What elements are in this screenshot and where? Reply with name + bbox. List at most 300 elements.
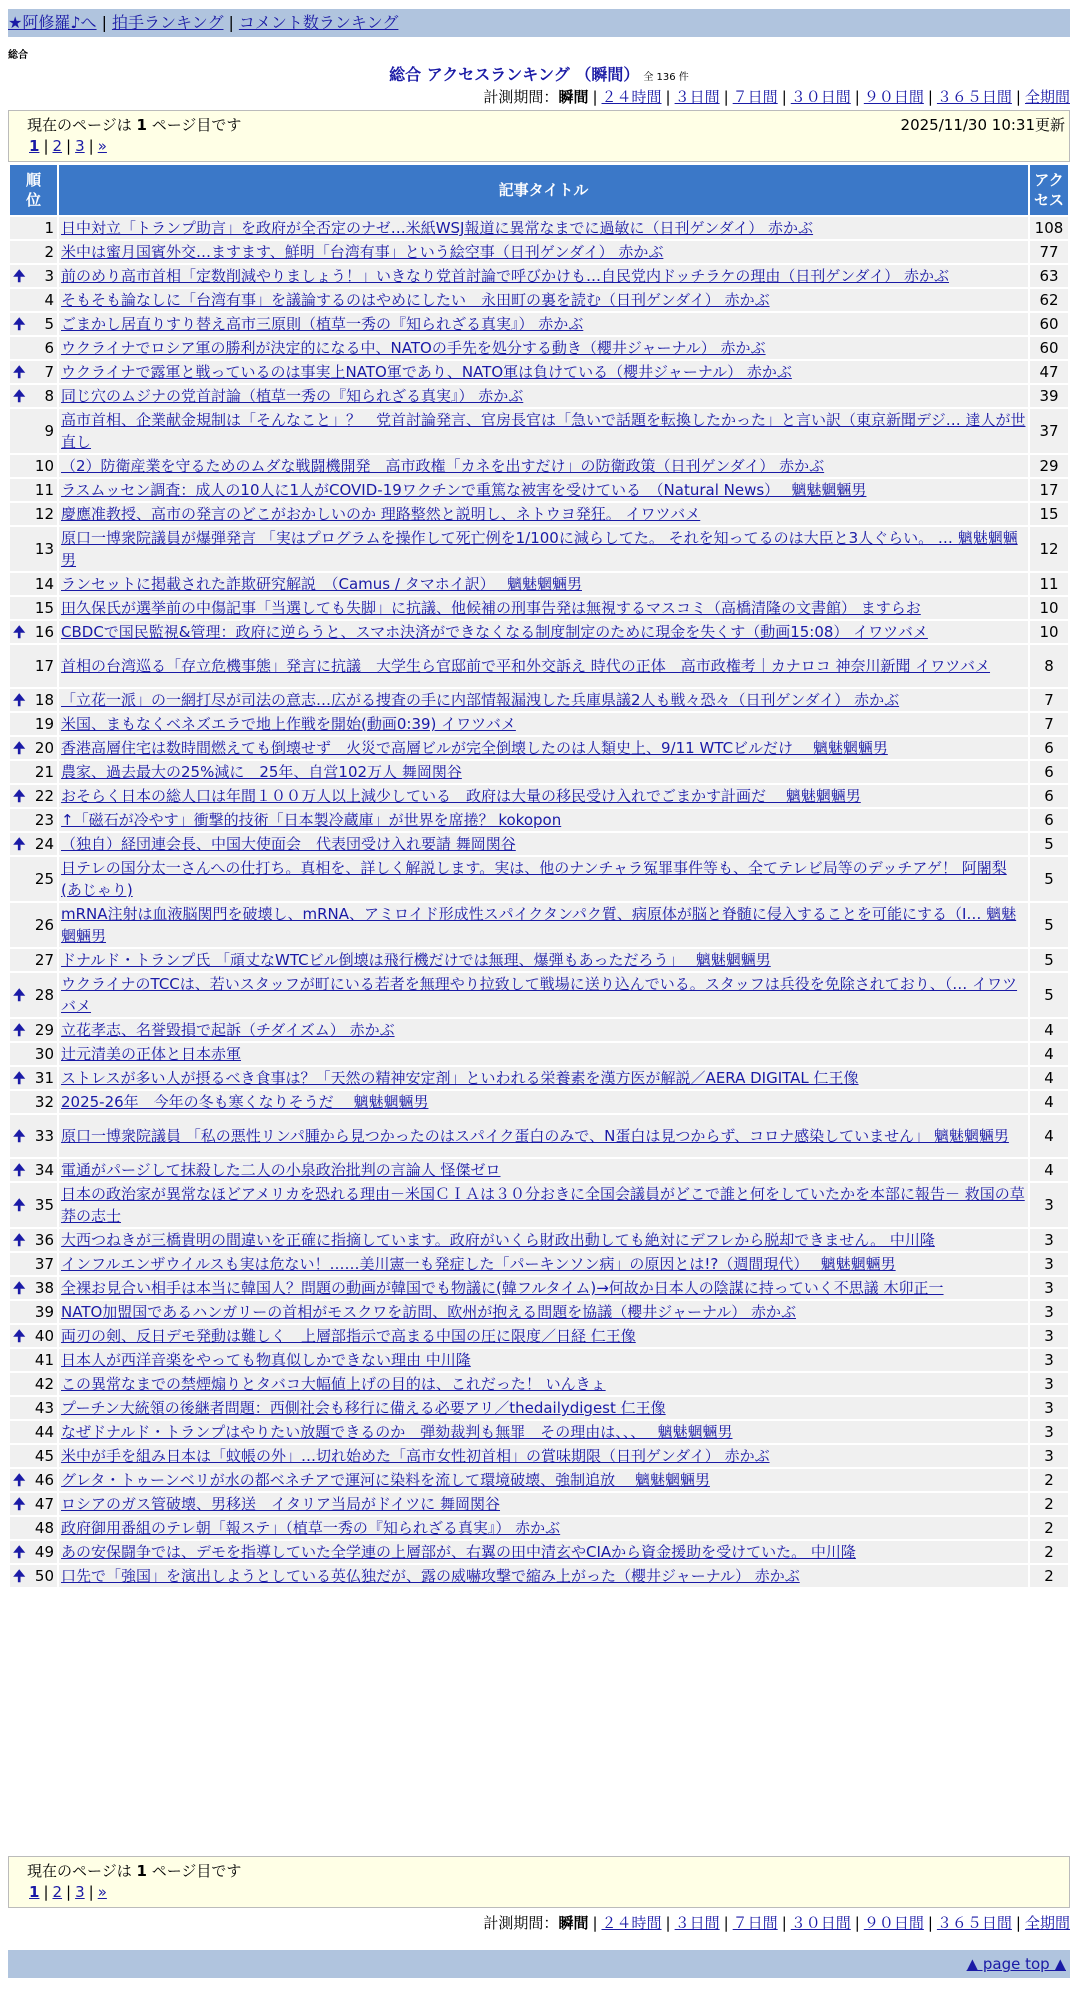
article-title-link[interactable]: 香港高層住宅は数時間燃えても倒壊せず 火災で高層ビルが完全倒壊したのは人類史上、9/11 WTCビルだけ 魑魅魍魎男 (61, 739, 888, 757)
rank-cell (10, 645, 57, 687)
article-title-link[interactable]: （独自）経団連会長、中国大使面会 代表団受け入れ要請 舞岡関谷 (61, 835, 516, 853)
article-title-link[interactable]: プーチン大統領の後継者問題：西側社会も移行に備える必要アリ／thedailydigest 仁王像 (61, 1399, 666, 1417)
table-row (10, 503, 1068, 525)
period-current: 瞬間 (558, 88, 589, 106)
footer-bar (8, 1950, 1070, 1978)
access-count: 8 (1030, 645, 1068, 687)
page-top-link[interactable]: ▲ page top ▲ (966, 1955, 1066, 1973)
period-link[interactable]: ９０日間 (863, 88, 924, 106)
access-count: 6 (1030, 761, 1068, 783)
rank-number: 3 (44, 267, 54, 285)
pagination-link[interactable]: 1 (29, 137, 40, 155)
title-cell (59, 217, 1028, 239)
table-row (10, 573, 1068, 595)
article-title-link[interactable]: 口先で「強国」を演出しようとしている英仏独だが、露の威嚇攻撃で縮み上がった（櫻井ジャーナル） 赤かぶ (61, 1567, 800, 1585)
period-separator: | (665, 1914, 671, 1932)
article-title-link[interactable]: 日テレの国分太一さんへの仕打ち。真相を、詳しく解説します。実は、他のナンチャラ冤罪事件等も、全てテレビ局等のデッチアゲ！ 阿闍梨(あじゃり) (61, 859, 1007, 899)
period-current: 瞬間 (558, 1914, 589, 1932)
pagination-link[interactable]: 1 (29, 1883, 40, 1901)
table-row (10, 1421, 1068, 1443)
rank-number: 19 (34, 715, 54, 733)
article-title-link[interactable]: 米国、まもなくベネズエラで地上作戦を開始(動画0:39) イワツバメ (61, 715, 516, 733)
access-count: 4 (1030, 1043, 1068, 1065)
rank-number: 26 (34, 916, 54, 934)
article-title-link[interactable]: 田久保氏が選挙前の中傷記事「当選しても失脚」に抗議、他候補の刑事告発は無視するマスコミ（高橋清隆の文書館） ますらお (61, 599, 921, 617)
rank-cell (10, 809, 57, 831)
article-title-link[interactable]: おそらく日本の総人口は年間１００万人以上減少している 政府は大量の移民受け入れでごまかす計画だ 魑魅魍魎男 (61, 787, 861, 805)
period-link[interactable]: ２４時間 (601, 88, 662, 106)
access-count: 37 (1030, 409, 1068, 453)
rank-number: 20 (34, 739, 54, 757)
period-link[interactable]: 全期間 (1024, 88, 1070, 106)
title-cell (59, 1091, 1028, 1113)
table-row (10, 527, 1068, 571)
article-title-link[interactable]: 高市首相、企業献金規制は「そんなこと」？ 党首討論発言、官房長官は「急いで話題を転換したかった」と言い訳（東京新聞デジ… 達人が世直し (61, 411, 1026, 451)
rank-number: 17 (34, 657, 54, 675)
rank-cell (10, 1091, 57, 1113)
table-row (10, 1091, 1068, 1113)
title-cell (59, 573, 1028, 595)
table-row (10, 903, 1068, 947)
rank-cell (10, 409, 57, 453)
article-title-link[interactable]: 日中対立「トランプ助言」を政府が全否定のナゼ…米紙WSJ報道に異常なまでに過敏に（日刊ゲンダイ） 赤かぶ (61, 219, 814, 237)
rank-cell (10, 713, 57, 735)
period-separator: | (665, 88, 671, 106)
rank-up-arrow-icon: 🠉 (13, 267, 26, 285)
article-title-link[interactable]: インフルエンザウイルスも実は危ない！……美川憲一も発症した「パーキンソン病」の原因とは!?（週間現代） 魑魅魍魎男 (61, 1255, 896, 1273)
table-row (10, 479, 1068, 501)
title-cell (59, 1301, 1028, 1323)
title-cell (59, 713, 1028, 735)
access-count: 6 (1030, 785, 1068, 807)
page-info-top (8, 110, 1070, 162)
rank-number: 39 (34, 1303, 54, 1321)
rank-number: 1 (44, 219, 54, 237)
access-count: 3 (1030, 1445, 1068, 1467)
table-row (10, 313, 1068, 335)
table-row (10, 241, 1068, 263)
article-title-link[interactable]: そもそも論なしに「台湾有事」を議論するのはやめにしたい 永田町の裏を読む（日刊ゲンダイ） 赤かぶ (61, 291, 770, 309)
rank-number: 35 (34, 1196, 54, 1214)
title-cell (59, 1253, 1028, 1275)
period-link[interactable]: ９０日間 (863, 1914, 924, 1932)
article-title-link[interactable]: 電通がパージして抹殺した二人の小泉政治批判の言論人 怪傑ゼロ (61, 1161, 501, 1179)
rank-up-arrow-icon: 🠉 (13, 1279, 26, 1297)
title-cell (59, 1517, 1028, 1539)
access-count: 2 (1030, 1469, 1068, 1491)
table-row (10, 973, 1068, 1017)
period-link[interactable]: ３０日間 (790, 88, 851, 106)
category-tag: 総合 (8, 50, 28, 61)
rank-cell (10, 785, 57, 807)
rank-cell (10, 1493, 57, 1515)
table-row (10, 385, 1068, 407)
title-cell (59, 1565, 1028, 1587)
title-cell (59, 313, 1028, 335)
article-title-link[interactable]: 同じ穴のムジナの党首討論（植草一秀の『知られざる真実』） 赤かぶ (61, 387, 524, 405)
period-separator: | (781, 88, 787, 106)
article-title-link[interactable]: 原口一博衆院議員 「私の悪性リンパ腫から見つかったのはスパイク蛋白のみで、N蛋白は見つからず、コロナ感染していません」 魑魅魍魎男 (61, 1127, 1009, 1145)
table-row (10, 1229, 1068, 1251)
rank-up-arrow-icon: 🠉 (13, 691, 26, 709)
nav-separator: | (101, 13, 107, 32)
title-cell (59, 1325, 1028, 1347)
rank-cell (10, 1469, 57, 1491)
rank-up-arrow-icon: 🠉 (13, 787, 26, 805)
access-count: 7 (1030, 713, 1068, 735)
pagination-separator: | (66, 137, 72, 155)
rank-number: 4 (44, 291, 54, 309)
title-cell (59, 1445, 1028, 1467)
article-title-link[interactable]: ドナルド・トランプ氏 「頑丈なWTCビル倒壊は飛行機だけでは無理、爆弾もあっただろう」 魑魅魍魎男 (61, 951, 771, 969)
current-page-suffix: ページ目です (146, 1862, 242, 1880)
article-title-link[interactable]: 全裸お見合い相手は本当に韓国人？問題の動画が韓国でも物議に(韓フルタイム)→何故か日本人の陰謀に持っていく不思議 木卯正一 (61, 1279, 944, 1297)
rank-number: 24 (34, 835, 54, 853)
rank-number: 30 (34, 1045, 54, 1063)
article-title-link[interactable]: 米中が手を組み日本は「蚊帳の外」…切れ始めた「高市女性初首相」の賞味期限（日刊ゲンダイ） 赤かぶ (61, 1447, 770, 1465)
article-title-link[interactable]: （2）防衛産業を守るためのムダな戦闘機開発 高市政権「カネを出すだけ」の防衛政策（日刊ゲンダイ） 赤かぶ (61, 457, 825, 475)
rank-number: 14 (34, 575, 54, 593)
access-count: 60 (1030, 313, 1068, 335)
title-cell (59, 1397, 1028, 1419)
article-title-link[interactable]: NATO加盟国であるハンガリーの首相がモスクワを訪問、欧州が抱える問題を協議（櫻井ジャーナル） 赤かぶ (61, 1303, 797, 1321)
rank-up-arrow-icon: 🠉 (13, 1471, 26, 1489)
title-cell (59, 503, 1028, 525)
access-count: 3 (1030, 1349, 1068, 1371)
rank-cell (10, 479, 57, 501)
rank-cell (10, 1115, 57, 1157)
article-title-link[interactable]: あの安保闘争では、デモを指導していた全学連の上層部が、右翼の田中清玄やCIAから資金援助を受けていた。 中川隆 (61, 1543, 856, 1561)
title-cell (59, 833, 1028, 855)
article-title-link[interactable]: mRNA注射は血液脳関門を破壊し、mRNA、アミロイド形成性スパイクタンパク質、病原体が脳と脊髄に侵入することを可能にする（I… 魑魅魍魎男 (61, 905, 1017, 945)
access-count: 4 (1030, 1067, 1068, 1089)
title-cell (59, 527, 1028, 571)
table-row (10, 1373, 1068, 1395)
period-link[interactable]: ３０日間 (790, 1914, 851, 1932)
table-row (10, 1301, 1068, 1323)
access-count: 5 (1030, 833, 1068, 855)
table-row (10, 361, 1068, 383)
rank-cell (10, 1421, 57, 1443)
access-count: 3 (1030, 1301, 1068, 1323)
access-count: 17 (1030, 479, 1068, 501)
rank-number: 36 (34, 1231, 54, 1249)
nav-clap-ranking-link[interactable]: 拍手ランキング (111, 13, 224, 32)
period-link[interactable]: ７日間 (732, 1914, 778, 1932)
title-cell (59, 689, 1028, 711)
rank-cell (10, 689, 57, 711)
pagination-link[interactable]: » (97, 1883, 107, 1901)
rank-cell (10, 217, 57, 239)
access-count: 3 (1030, 1373, 1068, 1395)
rank-cell (10, 1183, 57, 1227)
access-count: 3 (1030, 1253, 1068, 1275)
table-row (10, 1159, 1068, 1181)
rank-number: 9 (44, 422, 54, 440)
rank-number: 23 (34, 811, 54, 829)
article-title-link[interactable]: 両刃の剣、反日デモ発動は難しく 上層部指示で高まる中国の圧に限度／日経 仁王像 (61, 1327, 636, 1345)
article-title-link[interactable]: 「立花一派」の一網打尽が司法の意志…広がる捜査の手に内部情報漏洩した兵庫県議2人も戦々恐々（日刊ゲンダイ） 赤かぶ (61, 691, 900, 709)
article-title-link[interactable]: 前のめり高市首相「定数削減やりましょう！」いきなり党首討論で呼びかけも…自民党内ドッチラケの理由（日刊ゲンダイ） 赤かぶ (61, 267, 949, 285)
table-row (10, 1019, 1068, 1041)
rank-cell (10, 241, 57, 263)
rank-up-arrow-icon: 🠉 (13, 1543, 26, 1561)
access-count: 4 (1030, 1091, 1068, 1113)
access-count: 108 (1030, 217, 1068, 239)
rank-cell (10, 1445, 57, 1467)
table-row (10, 1565, 1068, 1587)
rank-cell (10, 1373, 57, 1395)
total-count: 全 136 件 (643, 72, 689, 83)
access-count: 2 (1030, 1541, 1068, 1563)
pagination (29, 1883, 107, 1901)
rank-number: 40 (34, 1327, 54, 1345)
article-title-link[interactable]: ランセットに掲載された詐欺研究解説 （Camus / タマホイ訳） 魑魅魍魎男 (61, 575, 582, 593)
rank-number: 48 (34, 1519, 54, 1537)
pagination-separator: | (88, 137, 94, 155)
updated-timestamp: 2025/11/30 10:31更新 (900, 116, 1065, 134)
nav-separator: | (228, 13, 234, 32)
article-title-link[interactable]: 大西つねきが三橋貴明の間違いを正確に指摘しています。政府がいくら財政出動しても絶対にデフレから脱却できません。 中川隆 (61, 1231, 935, 1249)
access-count: 10 (1030, 621, 1068, 643)
access-count: 6 (1030, 809, 1068, 831)
access-count: 12 (1030, 527, 1068, 571)
pagination-link[interactable]: 3 (75, 137, 85, 155)
article-title-link[interactable]: ロシアのガス管破壊、男移送 イタリア当局がドイツに 舞岡関谷 (61, 1495, 501, 1513)
title-cell (59, 809, 1028, 831)
title-cell (59, 1229, 1028, 1251)
table-row (10, 713, 1068, 735)
pagination-separator: | (88, 1883, 94, 1901)
access-count: 3 (1030, 1421, 1068, 1443)
title-cell (59, 1115, 1028, 1157)
article-title-link[interactable]: 原口一博衆院議員が爆弾発言 「実はプログラムを操作して死亡例を1/100に減らしてた。 それを知ってるのは大臣と3人ぐらい。 … 魑魅魍魎男 (61, 529, 1018, 569)
title-cell (59, 597, 1028, 619)
article-title-link[interactable]: グレタ・トゥーンベリが水の都ベネチアで運河に染料を流して環境破壊、強制追放 魑魅魍魎男 (61, 1471, 710, 1489)
article-title-link[interactable]: ↑「磁石が冷やす」衝撃的技術「日本製冷蔵庫」が世界を席捲？ kokopon (61, 811, 562, 829)
rank-number: 21 (34, 763, 54, 781)
rank-cell (10, 737, 57, 759)
table-row (10, 1277, 1068, 1299)
article-title-link[interactable]: ごまかし居直りすり替え高市三原則（植草一秀の『知られざる真実』） 赤かぶ (61, 315, 584, 333)
rank-cell (10, 833, 57, 855)
rank-number: 31 (34, 1069, 54, 1087)
rank-number: 7 (44, 363, 54, 381)
period-link[interactable]: ３日間 (674, 88, 720, 106)
access-count: 5 (1030, 903, 1068, 947)
table-row (10, 689, 1068, 711)
current-page-suffix: ページ目です (146, 116, 242, 134)
period-selector-top (483, 86, 1070, 107)
title-cell (59, 337, 1028, 359)
title-cell (59, 241, 1028, 263)
article-title-link[interactable]: ウクライナでロシア軍の勝利が決定的になる中、NATOの手先を処分する動き（櫻井ジャーナル） 赤かぶ (61, 339, 766, 357)
article-title-link[interactable]: 慶應准教授、高市の発言のどこがおかしいのか 理路整然と説明し、ネトウヨ発狂。 イワツバメ (61, 505, 701, 523)
rank-cell (10, 761, 57, 783)
period-separator: | (854, 88, 860, 106)
period-separator: | (1015, 1914, 1021, 1932)
access-count: 5 (1030, 973, 1068, 1017)
rank-up-arrow-icon: 🠉 (13, 1196, 26, 1214)
rank-up-arrow-icon: 🠉 (13, 387, 26, 405)
article-title-link[interactable]: 立花孝志、名誉毀損で起訴（チダイズム） 赤かぶ (61, 1021, 395, 1039)
pagination-link[interactable]: 2 (52, 137, 63, 155)
rank-up-arrow-icon: 🠉 (13, 835, 26, 853)
rank-cell (10, 1397, 57, 1419)
period-link[interactable]: ３日間 (674, 1914, 720, 1932)
period-link[interactable]: ３６５日間 (936, 1914, 1012, 1932)
rank-up-arrow-icon: 🠉 (13, 315, 26, 333)
rank-number: 25 (34, 870, 54, 888)
rank-cell (10, 1019, 57, 1041)
period-link[interactable]: ２４時間 (601, 1914, 662, 1932)
table-row (10, 265, 1068, 287)
article-title-link[interactable]: 日本人が西洋音楽をやっても物真似しかできない理由 中川隆 (61, 1351, 471, 1369)
rank-up-arrow-icon: 🠉 (13, 1327, 26, 1345)
table-row (10, 1115, 1068, 1157)
rank-cell (10, 289, 57, 311)
access-count: 3 (1030, 1229, 1068, 1251)
rank-number: 44 (34, 1423, 54, 1441)
pagination-separator: | (43, 137, 49, 155)
title-cell (59, 1183, 1028, 1227)
title-cell (59, 1043, 1028, 1065)
rank-number: 15 (34, 599, 54, 617)
article-title-link[interactable]: 首相の台湾巡る「存立危機事態」発言に抗議 大学生ら官邸前で平和外交訴え 時代の正体 高市政権考｜カナロコ 神奈川新聞 イワツバメ (61, 657, 991, 675)
table-row (10, 1349, 1068, 1371)
access-count: 4 (1030, 1019, 1068, 1041)
title-cell (59, 1067, 1028, 1089)
title-cell (59, 1493, 1028, 1515)
table-row (10, 1469, 1068, 1491)
title-cell (59, 1421, 1028, 1443)
rank-number: 33 (34, 1127, 54, 1145)
rank-up-arrow-icon: 🠉 (13, 1127, 26, 1145)
title-cell (59, 761, 1028, 783)
rank-cell (10, 857, 57, 901)
rank-up-arrow-icon: 🠉 (13, 623, 26, 641)
current-page-prefix: 現在のページは (27, 116, 137, 134)
access-count: 6 (1030, 737, 1068, 759)
rank-number: 47 (34, 1495, 54, 1513)
rank-cell (10, 455, 57, 477)
article-title-link[interactable]: 日本の政治家が異常なほどアメリカを恐れる理由－米国ＣＩＡは３０分おきに全国会議員がどこで誰と何をしていたかを本部に報告－ 救国の草莽の志士 (61, 1185, 1025, 1225)
table-row (10, 1493, 1068, 1515)
article-title-link[interactable]: ストレスが多い人が摂るべき食事は？「天然の精神安定剤」といわれる栄養素を漢方医が解説／AERA DIGITAL 仁王像 (61, 1069, 859, 1087)
article-title-link[interactable]: ウクライナで露軍と戦っているのは事実上NATO軍であり、NATO軍は負けている（櫻井ジャーナル） 赤かぶ (61, 363, 792, 381)
table-row (10, 621, 1068, 643)
rank-up-arrow-icon: 🠉 (13, 1161, 26, 1179)
article-title-link[interactable]: ラスムッセン調査：成人の10人に1人がCOVID-19ワクチンで重篤な被害を受けている （Natural News） 魑魅魍魎男 (61, 481, 867, 499)
rank-up-arrow-icon: 🠉 (13, 1069, 26, 1087)
table-row (10, 645, 1068, 687)
rank-number: 13 (34, 540, 54, 558)
table-row (10, 1397, 1068, 1419)
access-count: 47 (1030, 361, 1068, 383)
col-access-header: アク セス (1030, 165, 1068, 215)
rank-number: 11 (34, 481, 54, 499)
rank-number: 27 (34, 951, 54, 969)
nav-comment-ranking-link[interactable]: コメント数ランキング (238, 13, 399, 32)
rank-number: 46 (34, 1471, 54, 1489)
access-count: 3 (1030, 1397, 1068, 1419)
title-cell (59, 645, 1028, 687)
title-cell (59, 1349, 1028, 1371)
access-count: 39 (1030, 385, 1068, 407)
article-title-link[interactable]: 政府御用番組のテレ朝「報ステ」（植草一秀の『知られざる真実』） 赤かぶ (61, 1519, 561, 1537)
rank-number: 29 (34, 1021, 54, 1039)
period-separator: | (927, 1914, 933, 1932)
pagination-link[interactable]: 3 (75, 1883, 85, 1901)
title-cell (59, 1373, 1028, 1395)
article-title-link[interactable]: なぜドナルド・トランプはやりたい放題できるのか 弾劾裁判も無罪 その理由は、、、 魑魅魍魎男 (61, 1423, 733, 1441)
rank-up-arrow-icon: 🠉 (13, 1495, 26, 1513)
table-row (10, 337, 1068, 359)
article-title-link[interactable]: 農家、過去最大の25%減に 25年、自営102万人 舞岡関谷 (61, 763, 462, 781)
access-count: 60 (1030, 337, 1068, 359)
title-cell (59, 857, 1028, 901)
table-row (10, 1067, 1068, 1089)
rank-cell (10, 1349, 57, 1371)
article-title-link[interactable]: 米中は蜜月国賓外交…ますます、鮮明「台湾有事」という絵空事（日刊ゲンダイ） 赤かぶ (61, 243, 664, 261)
period-link[interactable]: ３６５日間 (936, 88, 1012, 106)
ranking-table (8, 163, 1070, 1589)
rank-cell (10, 337, 57, 359)
pagination-link[interactable]: 2 (52, 1883, 63, 1901)
access-count: 4 (1030, 1159, 1068, 1181)
access-count: 29 (1030, 455, 1068, 477)
rank-cell (10, 1325, 57, 1347)
nav-home-link[interactable]: ★阿修羅♪へ (8, 13, 97, 32)
period-link[interactable]: ７日間 (732, 88, 778, 106)
access-count: 10 (1030, 597, 1068, 619)
access-count: 63 (1030, 265, 1068, 287)
period-separator: | (592, 1914, 598, 1932)
table-row (10, 455, 1068, 477)
rank-number: 38 (34, 1279, 54, 1297)
rank-number: 10 (34, 457, 54, 475)
rank-number: 42 (34, 1375, 54, 1393)
article-title-link[interactable]: 辻元清美の正体と日本赤軍 (61, 1045, 242, 1063)
article-title-link[interactable]: 2025-26年 今年の冬も寒くなりそうだ 魑魅魍魎男 (61, 1093, 429, 1111)
table-header-row (10, 165, 1068, 215)
access-count: 5 (1030, 949, 1068, 971)
table-row (10, 597, 1068, 619)
rank-cell (10, 949, 57, 971)
article-title-link[interactable]: ウクライナのTCCは、若いスタッフが町にいる若者を無理やり拉致して戦場に送り込んでいる。スタッフは兵役を免除されており、（… イワツバメ (61, 975, 1018, 1015)
access-count: 2 (1030, 1565, 1068, 1587)
period-link[interactable]: 全期間 (1024, 1914, 1070, 1932)
access-count: 11 (1030, 573, 1068, 595)
pagination-link[interactable]: » (97, 137, 107, 155)
rank-cell (10, 1253, 57, 1275)
rank-number: 8 (44, 387, 54, 405)
article-title-link[interactable]: この異常なまでの禁煙煽りとタバコ大幅値上げの目的は、これだった！ いんきょ (61, 1375, 606, 1393)
current-page-text (27, 114, 241, 135)
title-cell (59, 455, 1028, 477)
table-row (10, 785, 1068, 807)
rank-number: 37 (34, 1255, 54, 1273)
table-row (10, 1183, 1068, 1227)
rank-cell (10, 503, 57, 525)
title-cell (59, 385, 1028, 407)
table-row (10, 1043, 1068, 1065)
rank-cell (10, 1565, 57, 1587)
title-cell (59, 479, 1028, 501)
table-row (10, 833, 1068, 855)
article-title-link[interactable]: CBDCで国民監視&管理：政府に逆らうと、スマホ決済ができなくなる制度制定のために現金を失くす（動画15:08） イワツバメ (61, 623, 928, 641)
rank-cell (10, 527, 57, 571)
